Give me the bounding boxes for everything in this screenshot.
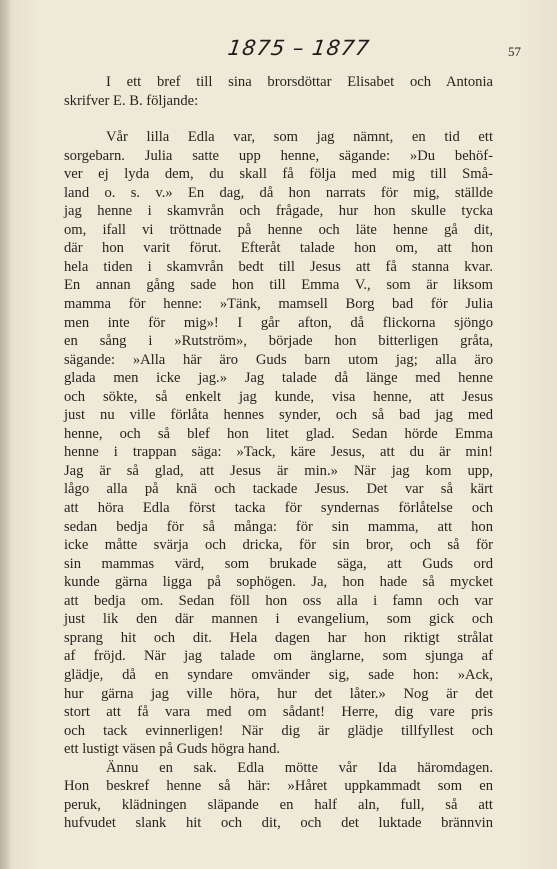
- paragraph-1: [64, 73, 493, 110]
- text-line: sedan bedja för så många: för sin mamma, att hon: [64, 518, 493, 535]
- text-line: Ännu en sak. Edla mötte vår Ida häromdagen.: [106, 759, 493, 776]
- text-line: af fröjd. När jag talade om änglarne, som sjunga af: [64, 648, 493, 665]
- text-line: henne i trappan säga: »Tack, käre Jesus, att du är min!: [64, 444, 493, 461]
- paragraph-3: [64, 759, 493, 833]
- text-line: icke måtte svärja och dricka, för sin bror, och så för: [64, 537, 493, 554]
- text-line: mamma för henne: »Tänk, mamsell Borg bad för Julia: [64, 296, 493, 313]
- text-line: I ett bref till sina brorsdöttar Elisabet och Antonia: [106, 74, 493, 90]
- text-line: sin mammas värd, som brukade säga, att Guds ord: [64, 555, 493, 572]
- paragraph-2: [64, 128, 493, 759]
- text-line: och sökte, så enkelt jag kunde, visa henne, att Jesus: [64, 388, 493, 405]
- text-line: sprang hit och dit. Hela dagen har hon riktigt strålat: [64, 629, 493, 646]
- text-line: stort att få vara med om sådant! Herre, dig vare pris: [64, 704, 493, 721]
- text-line: Hon beskref henne så här: »Håret uppkammadt som en: [64, 778, 493, 795]
- text-line: ett lustigt väsen på Guds högra hand.: [64, 741, 281, 758]
- text-line: hur gärna jag ville höra, hur det låter.» Nog är det: [64, 685, 493, 702]
- text-line: men inte för mig»! I går afton, då flickorna sjöngo: [64, 314, 493, 331]
- text-line: jag henne i skamvrån och frågade, hur hon skulle tycka: [64, 203, 493, 220]
- text-line: lågo alla på knä och tackade Jesus. Det var så kärt: [64, 481, 493, 498]
- text-line: En annan gång sade hon till Emma V., som är liksom: [64, 277, 493, 294]
- text-line: just lik den där mannen i evangelium, som gick och: [64, 611, 493, 628]
- text-line: Vår lilla Edla var, som jag nämnt, en tid ett: [106, 129, 493, 146]
- text-line: just nu ville förlåta hennes synder, och så bad jag med: [64, 407, 493, 424]
- text-line: hela tiden i skamvrån bedt till Jesus att få stanna kvar.: [64, 258, 493, 275]
- text-line: Jag är så glad, att Jesus är min.» När jag kom upp,: [64, 462, 493, 479]
- text-line: land o. s. v.» En dag, då hon narrats för mig, ställde: [64, 184, 493, 201]
- page-gutter: [0, 0, 10, 869]
- text-line: sorgebarn. Julia satte upp henne, sägande: »Du behöf-: [64, 147, 493, 164]
- text-line: skrifver E. B. följande:: [64, 92, 199, 109]
- text-line: glada men icke jag.» Jag talade då länge med henne: [64, 370, 493, 387]
- text-line: ver ej lyda dem, du skall få följa med mig till Små-: [64, 166, 493, 183]
- text-line: peruk, klädningen släpande en half aln, full, så att: [64, 796, 493, 813]
- text-line: att höra Edla först tacka för syndernas förlåtelse och: [64, 500, 493, 517]
- text-line: där hon varit förut. Efteråt talade hon om, att hon: [64, 240, 493, 257]
- text-line: att bedja om. Sedan föll hon oss alla i famn och var: [64, 592, 493, 609]
- text-line: glädje, då en syndare omvänder sig, sade hon: »Ack,: [64, 666, 493, 683]
- text-line: kunde gärna ligga på sophögen. Ja, hon hade så mycket: [64, 574, 493, 591]
- text-line: henne, och så blef hon litet glad. Sedan hörde Emma: [64, 425, 493, 442]
- text-line: sägande: »Alla här äro Guds barn utom jag; alla äro: [64, 351, 493, 368]
- text-line: om, ifall vi tröttnade på henne och läte henne gå dit,: [64, 221, 493, 238]
- text-line: en sång i »Rutström», började hon bitterligen gråta,: [64, 333, 493, 350]
- handwritten-date-note: 1875 – 1877: [226, 36, 372, 60]
- text-line: hufvudet slank hit och dit, och det luktade brännvin: [64, 815, 493, 832]
- paragraph-gap: [64, 110, 493, 128]
- text-line: och tack evinnerligen! När dig är glädje tillfyllest och: [64, 722, 493, 739]
- page-number: 57: [508, 44, 521, 59]
- body-text: [64, 73, 493, 833]
